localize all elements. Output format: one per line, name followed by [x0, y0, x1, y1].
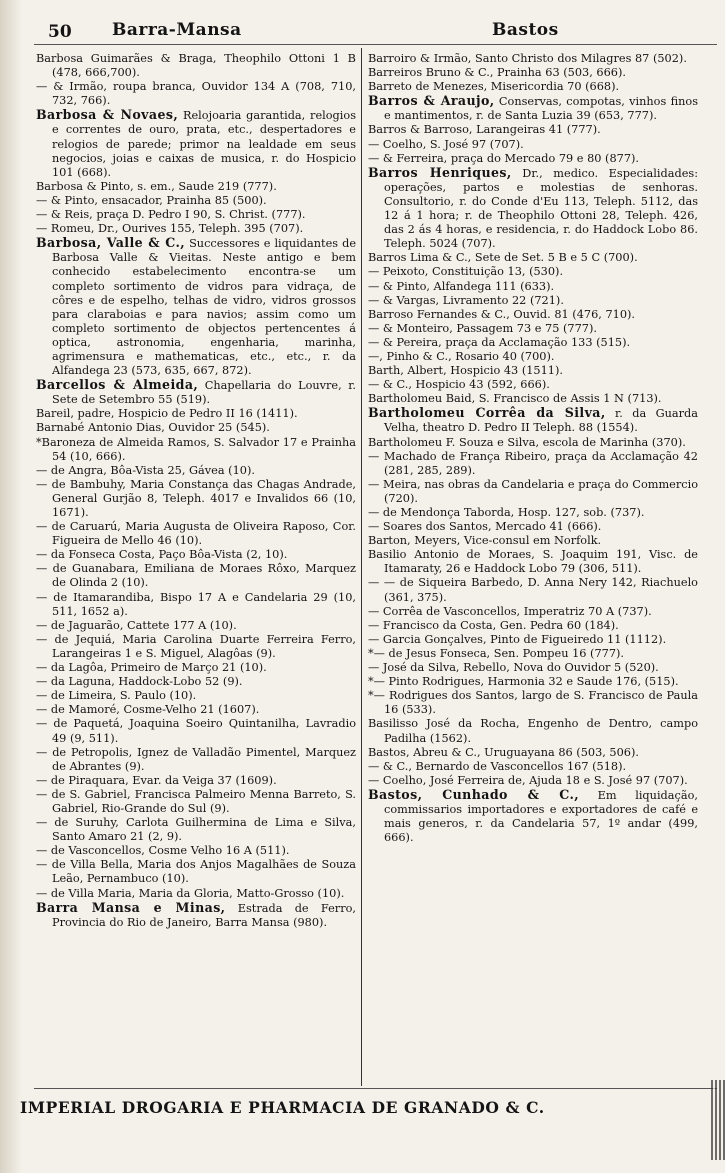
footer-advertisement-banner: IMPERIAL DROGARIA E PHARMACIA DE GRANADO & C. — [20, 1098, 545, 1117]
entry-name: Barros & Araujo, — [368, 93, 495, 109]
directory-entry — [368, 675, 698, 689]
entry-text: — de Mendonça Taborda, Hosp. 127, sob. (737). — [368, 506, 645, 519]
entry-name: Barbosa & Novaes, — [36, 107, 179, 123]
directory-entry — [36, 108, 356, 179]
directory-entry — [368, 152, 698, 166]
directory-entry — [368, 308, 698, 322]
entry-text: Barreto de Menezes, Misericordia 70 (668). — [368, 80, 620, 94]
entry-text: — de S. Gabriel, Francisca Palmeiro Menna Barreto, S. Gabriel, Rio-Grande do Sul (9). — [36, 787, 356, 815]
entry-text: — de Villa Bella, Maria dos Anjos Magalhães de Souza Leão, Pernambuco (10). — [36, 858, 356, 886]
entry-text: — & Vargas, Livramento 22 (721). — [368, 293, 564, 307]
entry-text: Barbosa & Pinto, s. em., Saude 219 (777). — [36, 179, 277, 193]
entry-text: Barnabé Antonio Dias, Ouvidor 25 (545). — [36, 421, 270, 435]
entry-text: *— de Jesus Fonseca, Sen. Pompeu 16 (777). — [368, 646, 624, 660]
entry-text: Bastos, Abreu & C., Uruguayana 86 (503, 506). — [368, 745, 639, 759]
entry-text: Barton, Meyers, Vice-consul em Norfolk. — [368, 534, 602, 548]
directory-entry — [368, 350, 698, 364]
entry-text: Em liquidação, commissarios importadores e exportadores de café e mais generos, r. da Candelaria 57, 1º andar (499, 666). — [384, 788, 698, 845]
directory-entry — [36, 194, 356, 208]
entry-text: — de Piraquara, Evar. da Veiga 37 (1609). — [36, 773, 277, 787]
directory-entry — [368, 322, 698, 336]
entry-text: — Coelho, S. José 97 (707). — [368, 137, 524, 151]
directory-entry — [36, 52, 356, 80]
entry-name: Barbosa, Valle & C., — [36, 235, 186, 251]
entry-name: Barcellos & Almeida, — [36, 377, 199, 393]
directory-entry — [36, 478, 356, 520]
entry-text: — & Reis, praça D. Pedro I 90, S. Christ. (777). — [36, 208, 306, 222]
directory-entry — [368, 294, 698, 308]
directory-entry — [368, 52, 698, 66]
directory-entry — [36, 774, 356, 788]
directory-entry — [368, 265, 698, 279]
directory-entry — [368, 364, 698, 378]
directory-entry — [368, 378, 698, 392]
entry-name: Barra Mansa e Minas, — [36, 899, 226, 915]
entry-text: Basilisso José da Rocha, Engenho de Dentro, campo Padilha (1562). — [368, 717, 698, 745]
entry-text: — de Paquetá, Joaquina Soeiro Quintanilha, Lavradio 49 (9, 511). — [36, 717, 356, 745]
entry-text: — & Pereira, praça da Acclamação 133 (515). — [368, 335, 631, 349]
entry-text: Dr., medico. Especialidades: operações, partos e molestias de senhoras. Consultorio, r. do Conde d'Eu 113, Teleph. 5112, das 12 á 1 hora; r. de Theophilo Ottoni 28, Teleph. 426, das 2 ás 4 horas, e residencia, r. do Haddock Lobo 86. Teleph. 5024 (707). — [384, 166, 698, 251]
entry-text: Successores e liquidantes de Barbosa Valle & Vieitas. Neste antigo e bem conhecido estabelecimento encontra-se um completo sortimento de vidros para vidraça, de côres e de espelho, telhas de vidro, vidros grossos para claraboias e para navios; assim como um completo sortimento de objectos pertencentes á optica, astronomia, engenharia, marinha, agrimensura e mathematicas, etc., etc., r. da Alfandega 23 (573, 635, 667, 872). — [52, 237, 356, 378]
page-number: 50 — [48, 22, 72, 42]
running-head-left: Barra-Mansa — [112, 20, 242, 40]
entry-text: — Francisco da Costa, Gen. Pedra 60 (184). — [368, 618, 619, 632]
entry-text: — de Mamoré, Cosme-Velho 21 (1607). — [36, 703, 260, 717]
directory-entry — [36, 689, 356, 703]
footer-rule — [34, 1088, 717, 1089]
entry-text: — & Pinto, ensacador, Prainha 85 (500). — [36, 193, 267, 207]
directory-entry — [36, 80, 356, 108]
directory-entry — [368, 717, 698, 745]
directory-entry — [368, 520, 698, 534]
directory-entry — [368, 336, 698, 350]
directory-entry — [368, 633, 698, 647]
directory-entry — [368, 506, 698, 520]
directory-entry — [368, 138, 698, 152]
directory-entry — [36, 591, 356, 619]
entry-text: — & Monteiro, Passagem 73 e 75 (777). — [368, 321, 597, 335]
entry-text: — & C., Bernardo de Vasconcellos 167 (518). — [368, 759, 627, 773]
entry-text: Conservas, compotas, vinhos finos e mantimentos, r. de Santa Luzia 39 (653, 777). — [384, 95, 698, 123]
entry-text: — de Caruarú, Maria Augusta de Oliveira Raposo, Cor. Figueira de Mello 46 (10). — [36, 520, 356, 548]
directory-entry — [368, 605, 698, 619]
directory-entry — [368, 166, 698, 252]
entry-text: Barreiros Bruno & C., Prainha 63 (503, 666). — [368, 66, 626, 80]
entry-text: — José da Silva, Rebello, Nova do Ouvidor 5 (520). — [368, 661, 659, 675]
entry-text: — da Fonseca Costa, Paço Bôa-Vista (2, 10). — [36, 548, 288, 562]
directory-entry — [368, 534, 698, 548]
entry-text: — Coelho, José Ferreira de, Ajuda 18 e S. José 97 (707). — [368, 773, 688, 787]
directory-entry — [368, 280, 698, 294]
entry-text: Barros Lima & C., Sete de Set. 5 B e 5 C (700). — [368, 251, 638, 265]
directory-entry — [36, 788, 356, 816]
directory-entry — [36, 464, 356, 478]
entry-text: — de Itamarandiba, Bispo 17 A e Candelaria 29 (10, 511, 1652 a). — [36, 590, 356, 618]
entry-name: Barros Henriques, — [368, 164, 512, 180]
directory-entry — [36, 816, 356, 844]
entry-text: Bartholomeu Baid, S. Francisco de Assis 1 N (713). — [368, 392, 662, 406]
entry-text: — Machado de França Ribeiro, praça da Acclamação 42 (281, 285, 289). — [368, 449, 698, 477]
entry-text: *Baroneza de Almeida Ramos, S. Salvador 17 e Prainha 54 (10, 666). — [36, 435, 356, 463]
header-rule — [34, 44, 717, 45]
entry-text: — de Angra, Bôa-Vista 25, Gávea (10). — [36, 463, 255, 477]
directory-entry — [368, 548, 698, 576]
directory-entry — [36, 887, 356, 901]
directory-entry — [36, 222, 356, 236]
directory-entry — [36, 844, 356, 858]
directory-entry — [368, 647, 698, 661]
directory-entry — [368, 94, 698, 123]
directory-entry — [368, 774, 698, 788]
directory-entry — [368, 576, 698, 604]
directory-entry — [36, 548, 356, 562]
entry-text: — de Vasconcellos, Cosme Velho 16 A (511). — [36, 844, 290, 858]
entry-text: Barbosa Guimarães & Braga, Theophilo Ottoni 1 B (478, 666,700). — [36, 52, 356, 80]
directory-entry — [36, 901, 356, 930]
entry-text: Barros & Barroso, Larangeiras 41 (777). — [368, 123, 601, 137]
directory-entry — [368, 746, 698, 760]
entry-text: — da Lagôa, Primeiro de Março 21 (10). — [36, 661, 267, 675]
entry-text: Barroiro & Irmão, Santo Christo dos Milagres 87 (502). — [368, 52, 687, 65]
directory-entry — [36, 180, 356, 194]
entry-text: — de Bambuhy, Maria Constança das Chagas Andrade, General Gurjão 8, Teleph. 4017 e Invalidos 66 (10, 1671). — [36, 477, 356, 519]
entry-text: — & Pinto, Alfandega 111 (633). — [368, 279, 555, 293]
directory-entry — [36, 520, 356, 548]
directory-entry — [368, 689, 698, 717]
entry-text: — de Limeira, S. Paulo (10). — [36, 689, 197, 703]
entry-text: — Soares dos Santos, Mercado 41 (666). — [368, 520, 602, 534]
directory-entry — [36, 562, 356, 590]
directory-entry — [36, 378, 356, 407]
entry-text: — & Irmão, roupa branca, Ouvidor 134 A (708, 710, 732, 766). — [36, 80, 356, 108]
directory-entry — [36, 208, 356, 222]
directory-entry — [368, 80, 698, 94]
directory-entry — [36, 675, 356, 689]
entry-text: — de Jequiá, Maria Carolina Duarte Ferreira Ferro, Larangeiras 1 e S. Miguel, Alagôas (9). — [36, 632, 356, 660]
entry-text: — Garcia Gonçalves, Pinto de Figueiredo 11 (1112). — [368, 632, 667, 646]
directory-entry — [368, 661, 698, 675]
directory-entry — [36, 703, 356, 717]
directory-entry — [36, 746, 356, 774]
entry-text: r. da Guarda Velha, theatro D. Pedro II Teleph. 88 (1554). — [384, 407, 698, 435]
right-column — [368, 52, 698, 1082]
entry-text: Bartholomeu F. Souza e Silva, escola de Marinha (370). — [368, 435, 686, 449]
entry-text: Basilio Antonio de Moraes, S. Joaquim 191, Visc. de Itamaraty, 26 e Haddock Lobo 79 (306, 511). — [368, 548, 698, 576]
entry-text: *— Pinto Rodrigues, Harmonia 32 e Saude 176, (515). — [368, 675, 679, 689]
directory-entry — [368, 788, 698, 845]
entry-name: Bastos, Cunhado & C., — [368, 786, 580, 802]
directory-entry — [368, 392, 698, 406]
entry-text: — & Ferreira, praça do Mercado 79 e 80 (877). — [368, 151, 640, 165]
entry-text: — de Guanabara, Emiliana de Moraes Rôxo, Marquez de Olinda 2 (10). — [36, 562, 356, 590]
entry-text: — de Villa Maria, Maria da Gloria, Matto-Grosso (10). — [36, 886, 345, 900]
entry-text: Relojoaria garantida, relogios e correntes de ouro, prata, etc., despertadores e relogios de parede; primor na lealdade em seus negocios, joias e caixas de musica, r. do Hospicio 101 (668). — [52, 109, 356, 179]
entry-text: — & C., Hospicio 43 (592, 666). — [368, 378, 550, 392]
directory-entry — [36, 633, 356, 661]
directory-entry — [368, 406, 698, 435]
directory-entry — [368, 760, 698, 774]
directory-entry — [36, 619, 356, 633]
entry-text: — de Petropolis, Ignez de Valladão Pimentel, Marquez de Abrantes (9). — [36, 745, 356, 773]
directory-entry — [36, 407, 356, 421]
entry-text: — da Laguna, Haddock-Lobo 52 (9). — [36, 675, 243, 689]
entry-text: — Corrêa de Vasconcellos, Imperatriz 70 A (737). — [368, 604, 652, 618]
entry-text: Bareil, padre, Hospicio de Pedro II 16 (1411). — [36, 407, 298, 421]
left-column — [36, 52, 356, 1082]
entry-text: Barroso Fernandes & C., Ouvid. 81 (476, 710). — [368, 307, 636, 321]
directory-entry — [368, 436, 698, 450]
entry-text: — Romeu, Dr., Ourives 155, Teleph. 395 (707). — [36, 222, 304, 236]
directory-entry — [36, 717, 356, 745]
entry-text: Chapellaria do Louvre, r. Sete de Setembro 55 (519). — [52, 379, 356, 407]
directory-entry — [368, 251, 698, 265]
directory-entry — [36, 661, 356, 675]
directory-entry — [36, 436, 356, 464]
page-edge-shadow — [0, 0, 22, 1173]
directory-entry — [368, 66, 698, 80]
entry-text: Estrada de Ferro, Provincia do Rio de Janeiro, Barra Mansa (980). — [52, 901, 356, 929]
page-edge-binding — [711, 1080, 725, 1160]
entry-text: — de Jaguarão, Cattete 177 A (10). — [36, 618, 237, 632]
directory-entry — [36, 421, 356, 435]
directory-entry — [368, 478, 698, 506]
entry-text: —, Pinho & C., Rosario 40 (700). — [368, 349, 555, 363]
entry-text: — — de Siqueira Barbedo, D. Anna Nery 142, Riachuelo (361, 375). — [368, 576, 698, 604]
running-head-right: Bastos — [492, 20, 559, 40]
entry-text: — de Suruhy, Carlota Guilhermina de Lima e Silva, Santo Amaro 21 (2, 9). — [36, 816, 356, 844]
directory-entry — [368, 450, 698, 478]
entry-text: — Peixoto, Constituição 13, (530). — [368, 265, 564, 279]
entry-text: *— Rodrigues dos Santos, largo de S. Francisco de Paula 16 (533). — [368, 689, 698, 717]
entry-text: Barth, Albert, Hospicio 43 (1511). — [368, 364, 563, 378]
directory-entry — [36, 236, 356, 378]
entry-text: — Meira, nas obras da Candelaria e praça do Commercio (720). — [368, 477, 698, 505]
entry-name: Bartholomeu Corrêa da Silva, — [368, 405, 606, 421]
directory-entry — [368, 123, 698, 137]
directory-entry — [368, 619, 698, 633]
directory-entry — [36, 858, 356, 886]
column-divider — [361, 48, 362, 1086]
